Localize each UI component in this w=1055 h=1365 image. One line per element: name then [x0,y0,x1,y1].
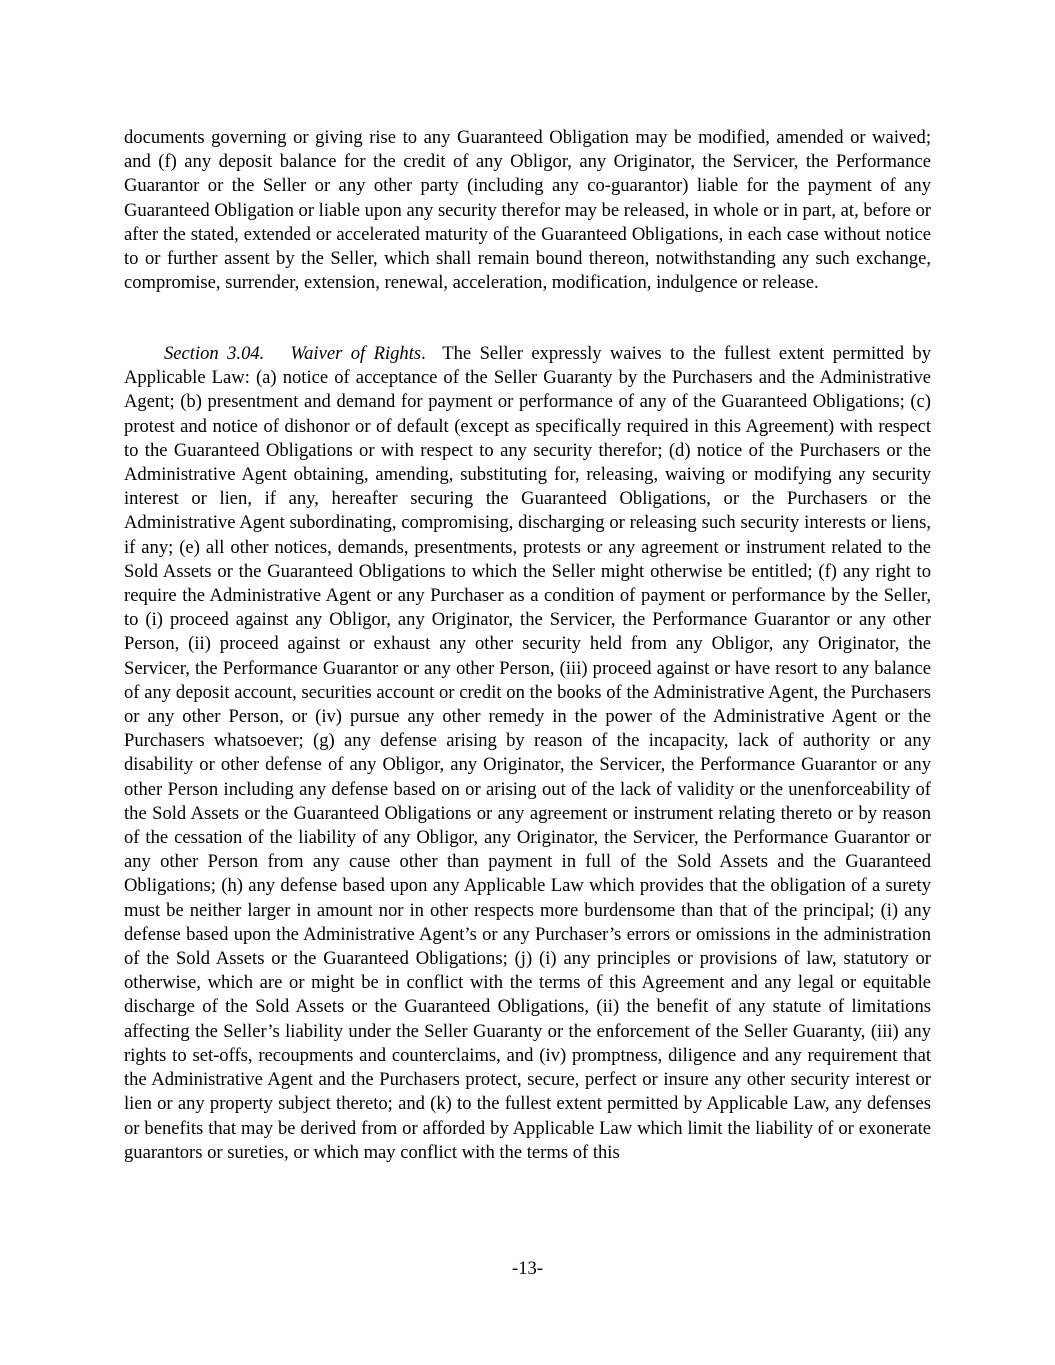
page-number: -13- [512,1258,543,1279]
section-title: Waiver of Rights [290,343,422,364]
section-title-period: . [421,343,426,364]
section-3-04-paragraph [124,342,931,1165]
section-number: Section 3.04. [164,343,265,364]
continuation-paragraph: documents governing or giving rise to any Guaranteed Obligation may be modified, amended or waived; and (f) any deposit balance for the credit of any Obligor, any Originator, the Servicer, the Performance Guarantor or the Seller or any other party (including any co-guarantor) liable for the payment of any Guaranteed Obligation or liable upon any security therefor may be released, in whole or in part, at, before or after the stated, extended or accelerated maturity of the Guaranteed Obligations, in each case without notice to or further assent by the Seller, which shall remain bound thereon, notwithstanding any such exchange, compromise, surrender, extension, renewal, acceleration, modification, indulgence or release. [124,127,931,294]
section-body: The Seller expressly waives to the fullest extent permitted by Applicable Law: (a) notice of acceptance of the Seller Guaranty by the Purchasers and the Administrative Agent; (b) presentment and demand for payment or performance of any of the Guaranteed Obligations; (c) protest and notice of dishonor or of default (except as specifically required in this Agreement) with respect to the Guaranteed Obligations or with respect to any security therefor; (d) notice of the Purchasers or the Administrative Agent obtaining, amending, substituting for, releasing, waiving or modifying any security interest or lien, if any, hereafter securing the Guaranteed Obligations, or the Purchasers or the Administrative Agent subordinating, compromising, discharging or releasing such security interests or liens, if any; (e) all other notices, demands, presentments, protests or any agreement or instrument related to the Sold Assets or the Guaranteed Obligations to which the Seller might otherwise be entitled; (f) any right to require the Administrative Agent or any Purchaser as a condition of payment or performance by the Seller, to (i) proceed against any Obligor, any Originator, the Servicer, the Performance Guarantor or any other Person, (ii) proceed against or exhaust any other security held from any Obligor, any Originator, the Servicer, the Performance Guarantor or any other Person, (iii) proceed against or have resort to any balance of any deposit account, securities account or credit on the books of the Administrative Agent, the Purchasers or any other Person, or (iv) pursue any other remedy in the power of the Administrative Agent or the Purchasers whatsoever; (g) any defense arising by reason of the incapacity, lack of authority or any disability or other defense of any Obligor, any Originator, the Servicer, the Performance Guarantor or any other Person including any defense based on or arising out of the lack of validity or the unenforceability of the Sold Assets or the Guaranteed Obligations or any agreement or instrument relating thereto or by reason of the cessation of the liability of any Obligor, any Originator, the Servicer, the Performance Guarantor or any other Person from any cause other than payment in full of the Sold Assets and the Guaranteed Obligations; (h) any defense based upon any Applicable Law which provides that the obligation of a surety must be neither larger in amount nor in other respects more burdensome than that of the principal; (i) any defense based upon the Administrative Agent’s or any Purchaser’s errors or omissions in the administration of the Sold Assets or the Guaranteed Obligations; (j) (i) any principles or provisions of law, statutory or otherwise, which are or might be in conflict with the terms of this Agreement and any legal or equitable discharge of the Sold Assets or the Guaranteed Obligations, (ii) the benefit of any statute of limitations affecting the Seller’s liability under the Seller Guaranty or the enforcement of the Seller Guaranty, (iii) any rights to set-offs, recoupments and counterclaims, and (iv) promptness, diligence and any requirement that the Administrative Agent and the Purchasers protect, secure, perfect or insure any other security interest or lien or any property subject thereto; and (k) to the fullest extent permitted by Applicable Law, any defenses or benefits that may be derived from or afforded by Applicable Law which limit the liability of or exonerate guarantors or sureties, or which may conflict with the terms of this [124,343,931,1163]
